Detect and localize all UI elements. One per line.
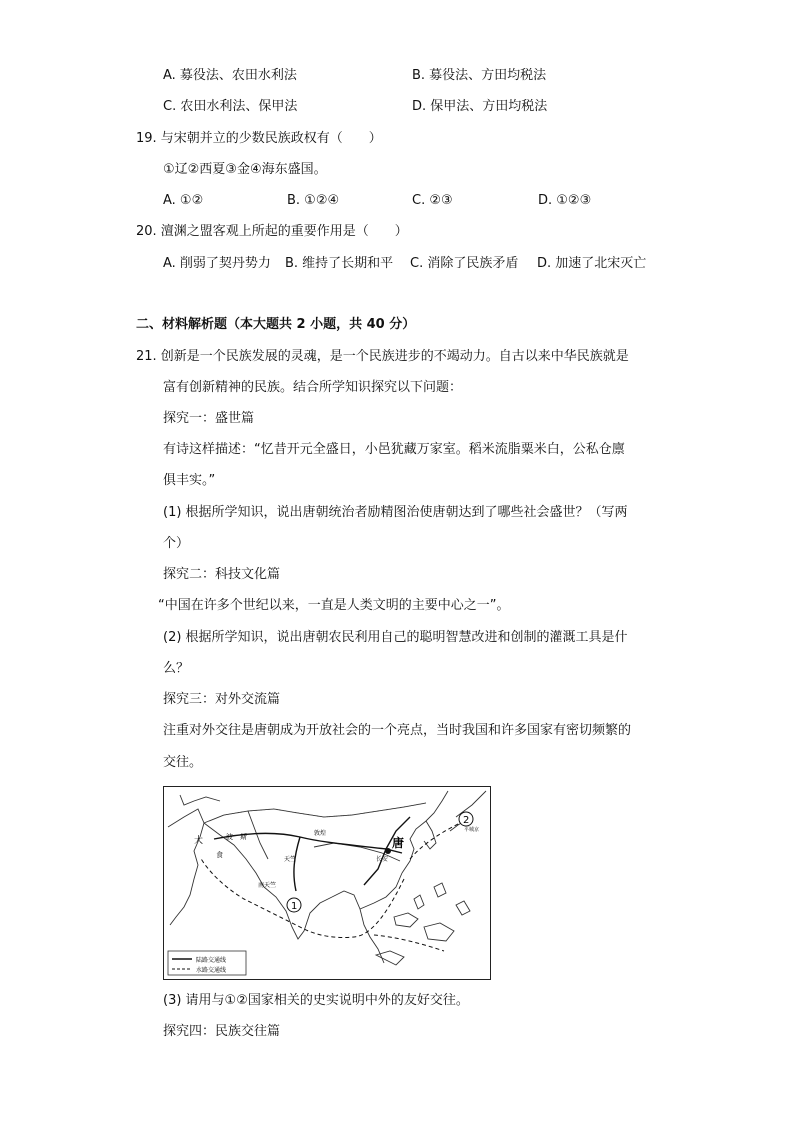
explore2-heading: 探究二：科技文化篇 <box>163 567 281 582</box>
q20-option-d: D. 加速了北宋灭亡 <box>537 256 647 271</box>
map-label-da: 大 <box>194 836 204 846</box>
map-label-tianzhu: 天竺 <box>284 856 297 863</box>
q18-option-c: C. 农田水利法、保甲法 <box>163 99 298 114</box>
map-label-pingcheng: 平城京 <box>464 827 480 833</box>
section-heading: 二、材料解析题（本大题共 2 小题，共 40 分） <box>136 317 416 332</box>
map-label-tang: 唐 <box>392 836 405 850</box>
q21-line1: 21. 创新是一个民族发展的灵魂，是一个民族进步的不竭动力。自古以来中华民族就是 <box>136 349 629 364</box>
q20-option-a: A. 削弱了契丹势力 <box>163 256 271 271</box>
subq3: (3) 请用与①②国家相关的史实说明中外的友好交往。 <box>163 993 469 1008</box>
map-marker-1: 1 <box>291 901 298 912</box>
map-label-changan: 长安 <box>376 856 389 863</box>
q18-option-a: A. 募役法、农田水利法 <box>163 68 297 83</box>
tang-foreign-relations-map <box>163 786 491 980</box>
subq1-line2: 个） <box>163 536 190 551</box>
legend-sea-label: 水路交通线 <box>196 967 227 974</box>
q19-option-b: B. ①②④ <box>287 193 340 208</box>
quote2: “中国在许多个世纪以来，一直是人类文明的主要中心之一”。 <box>158 598 510 613</box>
q19-sub: ①辽②西夏③金④海东盛国。 <box>163 162 327 177</box>
para3-line2: 交往。 <box>163 755 203 770</box>
q20-stem: 20. 澶渊之盟客观上所起的重要作用是（ ） <box>136 224 408 239</box>
explore1-heading: 探究一：盛世篇 <box>163 411 255 426</box>
q19-option-d: D. ①②③ <box>538 193 592 208</box>
q20-option-c: C. 消除了民族矛盾 <box>410 256 519 271</box>
q19-option-a: A. ①② <box>163 193 204 208</box>
para3-line1: 注重对外交往是唐朝成为开放社会的一个亮点，当时我国和许多国家有密切频繁的 <box>163 723 632 738</box>
q21-line2: 富有创新精神的民族。结合所学知识探究以下问题： <box>163 380 463 395</box>
poem-line1: 有诗这样描述：“忆昔开元全盛日，小邑犹藏万家室。稻米流脂粟米白，公私仓廪 <box>163 442 625 457</box>
map-label-dunhuang: 敦煌 <box>314 830 327 837</box>
q18-option-d: D. 保甲法、方田均税法 <box>412 99 548 114</box>
legend-land-label: 陆路交通线 <box>196 957 227 964</box>
subq1-line1: (1) 根据所学知识，说出唐朝统治者励精图治使唐朝达到了哪些社会盛世？（写两 <box>163 505 628 520</box>
poem-line2: 俱丰实。” <box>163 473 216 488</box>
map-label-si: 斯 <box>240 833 247 841</box>
map-label-shi: 食 <box>216 851 223 859</box>
map-label-nantianzhu: 南天竺 <box>258 882 277 889</box>
q20-option-b: B. 维持了长期和平 <box>285 256 394 271</box>
map-marker-2: 2 <box>463 815 470 826</box>
q19-option-c: C. ②③ <box>412 193 453 208</box>
q19-stem: 19. 与宋朝并立的少数民族政权有（ ） <box>136 131 382 146</box>
explore4-heading: 探究四：民族交往篇 <box>163 1024 281 1039</box>
subq2-line2: 么？ <box>163 661 190 676</box>
explore3-heading: 探究三：对外交流篇 <box>163 692 281 707</box>
subq2-line1: (2) 根据所学知识，说出唐朝农民利用自己的聪明智慧改进和创制的灌溉工具是什 <box>163 630 628 645</box>
q18-option-b: B. 募役法、方田均税法 <box>412 68 547 83</box>
map-label-bo: 波 <box>226 833 233 841</box>
